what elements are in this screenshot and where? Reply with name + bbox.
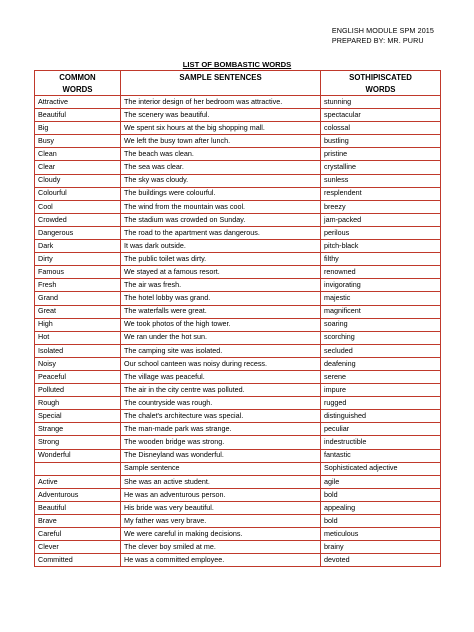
common-word-cell: Dirty [35,253,121,266]
common-word-cell: Dangerous [35,226,121,239]
sample-sentence-cell: We took photos of the high tower. [121,318,321,331]
sophisticated-word-cell: rugged [321,397,441,410]
common-word-cell: Special [35,410,121,423]
sample-sentence-cell: The waterfalls were great. [121,305,321,318]
common-word-cell: Adventurous [35,488,121,501]
common-word-cell [35,462,121,475]
sophisticated-word-cell: bustling [321,135,441,148]
sophisticated-word-cell: majestic [321,292,441,305]
table-row [35,357,441,370]
common-word-cell: Busy [35,135,121,148]
sophisticated-word-cell: scorching [321,331,441,344]
table-row [35,240,441,253]
table-row [35,331,441,344]
common-word-cell: Beautiful [35,109,121,122]
document-header [332,26,434,46]
common-word-cell: Famous [35,266,121,279]
common-word-cell: Active [35,475,121,488]
table-row [35,344,441,357]
sophisticated-word-cell: bold [321,488,441,501]
column-header-sentences: SAMPLE SENTENCES [121,71,321,84]
table-row [35,462,441,475]
column-header-sophisticated-line2: WORDS [321,83,441,96]
sophisticated-word-cell: distinguished [321,410,441,423]
common-word-cell: Isolated [35,344,121,357]
common-word-cell: Rough [35,397,121,410]
table-row [35,135,441,148]
sample-sentence-cell: The man-made park was strange. [121,423,321,436]
sample-sentence-cell: We ran under the hot sun. [121,331,321,344]
table-row [35,226,441,239]
table-row [35,305,441,318]
sample-sentence-cell: The public toilet was dirty. [121,253,321,266]
sample-sentence-cell: He was a committed employee. [121,554,321,567]
table-row [35,109,441,122]
sample-sentence-cell: The air was fresh. [121,279,321,292]
common-word-cell: Committed [35,554,121,567]
column-header-sophisticated: SOTHIPISCATED [321,71,441,84]
table-row [35,501,441,514]
sophisticated-word-cell: agile [321,475,441,488]
table-row [35,449,441,462]
sample-sentence-cell: The camping site was isolated. [121,344,321,357]
sample-sentence-cell: We stayed at a famous resort. [121,266,321,279]
table-body [35,96,441,567]
sample-sentence-cell: The scenery was beautiful. [121,109,321,122]
sophisticated-word-cell: renowned [321,266,441,279]
table-row [35,528,441,541]
sophisticated-word-cell: perilous [321,226,441,239]
sophisticated-word-cell: brainy [321,541,441,554]
table-row [35,384,441,397]
table-row [35,174,441,187]
table-row [35,187,441,200]
sample-sentence-cell: We left the busy town after lunch. [121,135,321,148]
sophisticated-word-cell: indestructible [321,436,441,449]
sample-sentence-cell: The wooden bridge was strong. [121,436,321,449]
common-word-cell: Colourful [35,187,121,200]
sophisticated-word-cell: deafening [321,357,441,370]
sophisticated-word-cell: filthy [321,253,441,266]
common-word-cell: Strong [35,436,121,449]
sophisticated-word-cell: bold [321,515,441,528]
sample-sentence-cell: The buildings were colourful. [121,187,321,200]
sophisticated-word-cell: magnificent [321,305,441,318]
common-word-cell: Cool [35,200,121,213]
sophisticated-word-cell: spectacular [321,109,441,122]
common-word-cell: Noisy [35,357,121,370]
common-word-cell: Hot [35,331,121,344]
sample-sentence-cell: The beach was clean. [121,148,321,161]
sample-sentence-cell: The stadium was crowded on Sunday. [121,213,321,226]
sample-sentence-cell: The village was peaceful. [121,370,321,383]
common-word-cell: Careful [35,528,121,541]
sample-sentence-cell: The sea was clear. [121,161,321,174]
sample-sentence-cell: She was an active student. [121,475,321,488]
common-word-cell: Beautiful [35,501,121,514]
sample-sentence-cell: The clever boy smiled at me. [121,541,321,554]
header-author: PREPARED BY: MR. PURU [331,36,424,45]
table-row [35,554,441,567]
sample-sentence-cell: The sky was cloudy. [121,174,321,187]
table-row [35,122,441,135]
sample-sentence-cell: It was dark outside. [121,240,321,253]
common-word-cell: Polluted [35,384,121,397]
table-row [35,488,441,501]
table-row [35,436,441,449]
table-row [35,318,441,331]
table-row [35,148,441,161]
sophisticated-word-cell: Sophisticated adjective [321,462,441,475]
sophisticated-word-cell: sunless [321,174,441,187]
words-table [34,70,441,567]
table-row [35,161,441,174]
common-word-cell: Clean [35,148,121,161]
sample-sentence-cell: Our school canteen was noisy during recess. [121,357,321,370]
column-header-sentences-line2 [121,83,321,96]
table-row [35,475,441,488]
sophisticated-word-cell: invigorating [321,279,441,292]
sophisticated-word-cell: fantastic [321,449,441,462]
common-word-cell: Clear [35,161,121,174]
page-title: LIST OF BOMBASTIC WORDS [182,60,292,69]
table-row [35,397,441,410]
sophisticated-word-cell: breezy [321,200,441,213]
sample-sentence-cell: The chalet's architecture was special. [121,410,321,423]
sophisticated-word-cell: resplendent [321,187,441,200]
column-header-common-line2: WORDS [35,83,121,96]
sample-sentence-cell: My father was very brave. [121,515,321,528]
sophisticated-word-cell: peculiar [321,423,441,436]
sample-sentence-cell: The hotel lobby was grand. [121,292,321,305]
sophisticated-word-cell: crystalline [321,161,441,174]
sample-sentence-cell: We were careful in making decisions. [121,528,321,541]
table-row [35,253,441,266]
table-row [35,213,441,226]
table-row [35,279,441,292]
sample-sentence-cell: He was an adventurous person. [121,488,321,501]
common-word-cell: Great [35,305,121,318]
sophisticated-word-cell: pitch-black [321,240,441,253]
sophisticated-word-cell: colossal [321,122,441,135]
sample-sentence-cell: The wind from the mountain was cool. [121,200,321,213]
sample-sentence-cell: The interior design of her bedroom was attractive. [121,96,321,109]
sample-sentence-cell: The Disneyland was wonderful. [121,449,321,462]
common-word-cell: Cloudy [35,174,121,187]
sample-sentence-cell: Sample sentence [121,462,321,475]
sample-sentence-cell: The countryside was rough. [121,397,321,410]
sophisticated-word-cell: jam-packed [321,213,441,226]
sophisticated-word-cell: serene [321,370,441,383]
sample-sentence-cell: We spent six hours at the big shopping mall. [121,122,321,135]
common-word-cell: Crowded [35,213,121,226]
common-word-cell: Wonderful [35,449,121,462]
sophisticated-word-cell: pristine [321,148,441,161]
common-word-cell: Dark [35,240,121,253]
table-row [35,541,441,554]
common-word-cell: High [35,318,121,331]
table-row [35,292,441,305]
sophisticated-word-cell: secluded [321,344,441,357]
sample-sentence-cell: The air in the city centre was polluted. [121,384,321,397]
table-row [35,200,441,213]
table-row [35,423,441,436]
common-word-cell: Big [35,122,121,135]
common-word-cell: Clever [35,541,121,554]
common-word-cell: Brave [35,515,121,528]
sophisticated-word-cell: impure [321,384,441,397]
header-module: ENGLISH MODULE SPM 2015 [331,26,434,35]
sophisticated-word-cell: meticulous [321,528,441,541]
sample-sentence-cell: His bride was very beautiful. [121,501,321,514]
table-row [35,370,441,383]
table-row [35,410,441,423]
table-row [35,515,441,528]
sample-sentence-cell: The road to the apartment was dangerous. [121,226,321,239]
common-word-cell: Attractive [35,96,121,109]
column-header-common: COMMON [35,71,121,84]
common-word-cell: Fresh [35,279,121,292]
sophisticated-word-cell: stunning [321,96,441,109]
common-word-cell: Strange [35,423,121,436]
table-row [35,96,441,109]
sophisticated-word-cell: appealing [321,501,441,514]
sophisticated-word-cell: devoted [321,554,441,567]
table-row [35,266,441,279]
common-word-cell: Peaceful [35,370,121,383]
sophisticated-word-cell: soaring [321,318,441,331]
common-word-cell: Grand [35,292,121,305]
